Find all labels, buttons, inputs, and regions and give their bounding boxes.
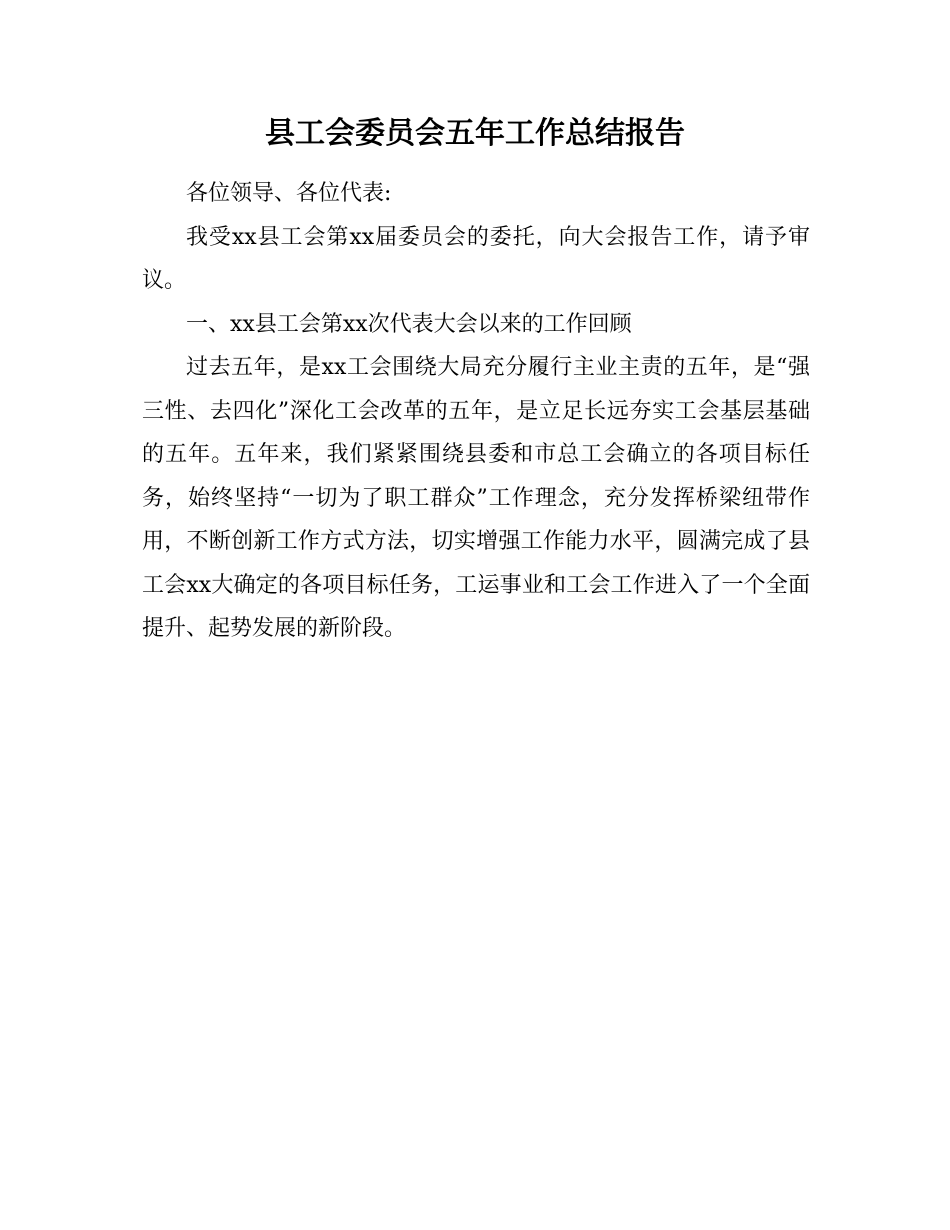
document-body [142,172,810,651]
review-paragraph: 过去五年，是xx工会围绕大局充分履行主业主责的五年，是“强三性、去四化”深化工会改革的五年，是立足长远夯实工会基层基础的五年。五年来，我们紧紧围绕县委和市总工会确立的各项目标任务，始终坚持“一切为了职工群众”工作理念，充分发挥桥梁纽带作用，不断创新工作方式方法，切实增强工作能力水平，圆满完成了县工会xx大确定的各项目标任务，工运事业和工会工作进入了一个全面提升、起势发展的新阶段。 [142,355,810,641]
document-title: 县工会委员会五年工作总结报告 [265,116,685,151]
section-heading: 一、xx县工会第xx次代表大会以来的工作回顾 [186,311,632,337]
salutation-paragraph: 各位领导、各位代表: [186,181,392,206]
intro-paragraph: 我受xx县工会第xx届委员会的委托，向大会报告工作，请予审议。 [142,224,810,293]
